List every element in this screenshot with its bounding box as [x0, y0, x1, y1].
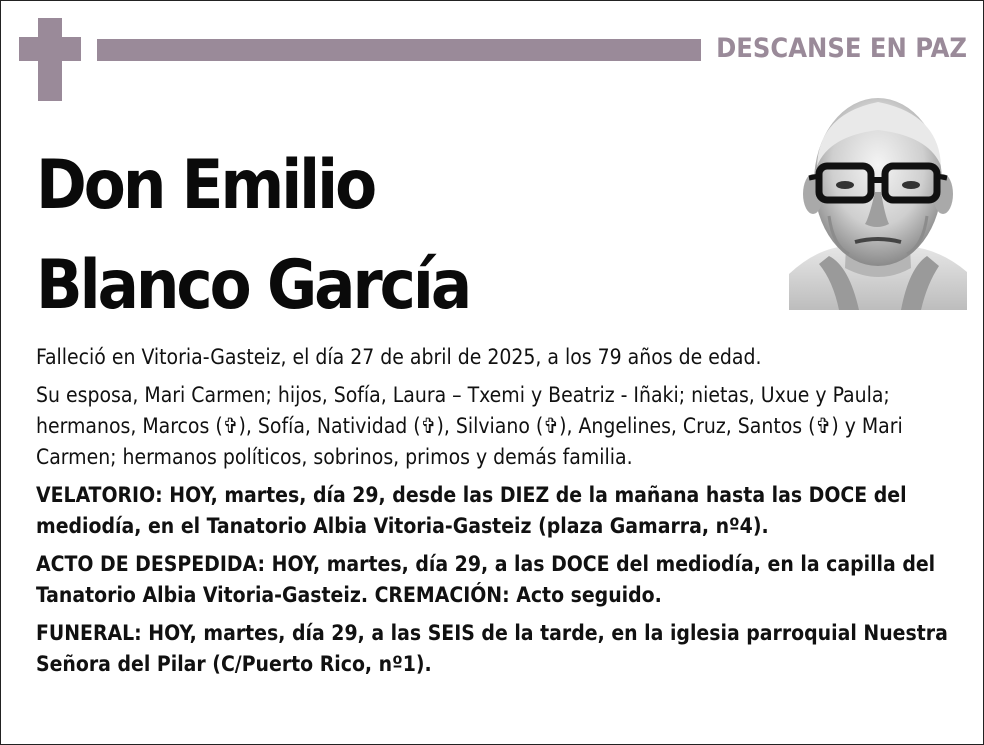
deceased-name: [36, 136, 756, 336]
header-rule: [97, 39, 701, 61]
deceased-name-line1: Don Emilio: [36, 146, 375, 225]
death-notice: Falleció en Vitoria-Gasteiz, el día 27 de abril de 2025, a los 79 años de edad.: [36, 345, 762, 369]
despedida-notice: ACTO DE DESPEDIDA: HOY, martes, día 29, a las DOCE del mediodía, en la capilla del Tanatorio Albia Vitoria-Gasteiz. CREMACIÓN: Acto seguido.: [36, 552, 936, 607]
funeral-notice: FUNERAL: HOY, martes, día 29, a las SEIS de la tarde, en la iglesia parroquial Nuestra Señora del Pilar (C/Puerto Rico, nº1).: [36, 621, 948, 676]
family-notice: Su esposa, Mari Carmen; hijos, Sofía, Laura – Txemi y Beatriz - Iñaki; nietas, Uxue y Paula; hermanos, Marcos (✞), Sofía, Natividad (✞), Silviano (✞), Angelines, Cruz, Santos (✞) y Mari Carmen; hermanos políticos, sobrinos, primos y demás familia.: [36, 383, 903, 469]
velatorio-notice: VELATORIO: HOY, martes, día 29, desde las DIEZ de la mañana hasta las DOCE del mediodía, en el Tanatorio Albia Vitoria-Gasteiz (plaza Gamarra, nº4).: [36, 483, 907, 538]
deceased-name-line2: Blanco García: [36, 246, 470, 325]
portrait-photo-icon: [789, 96, 967, 310]
cross-horizontal-bar: [19, 37, 81, 61]
obituary-body: [36, 342, 956, 687]
header-label: DESCANSE EN PAZ: [716, 33, 967, 64]
portrait-photo: [789, 96, 967, 310]
